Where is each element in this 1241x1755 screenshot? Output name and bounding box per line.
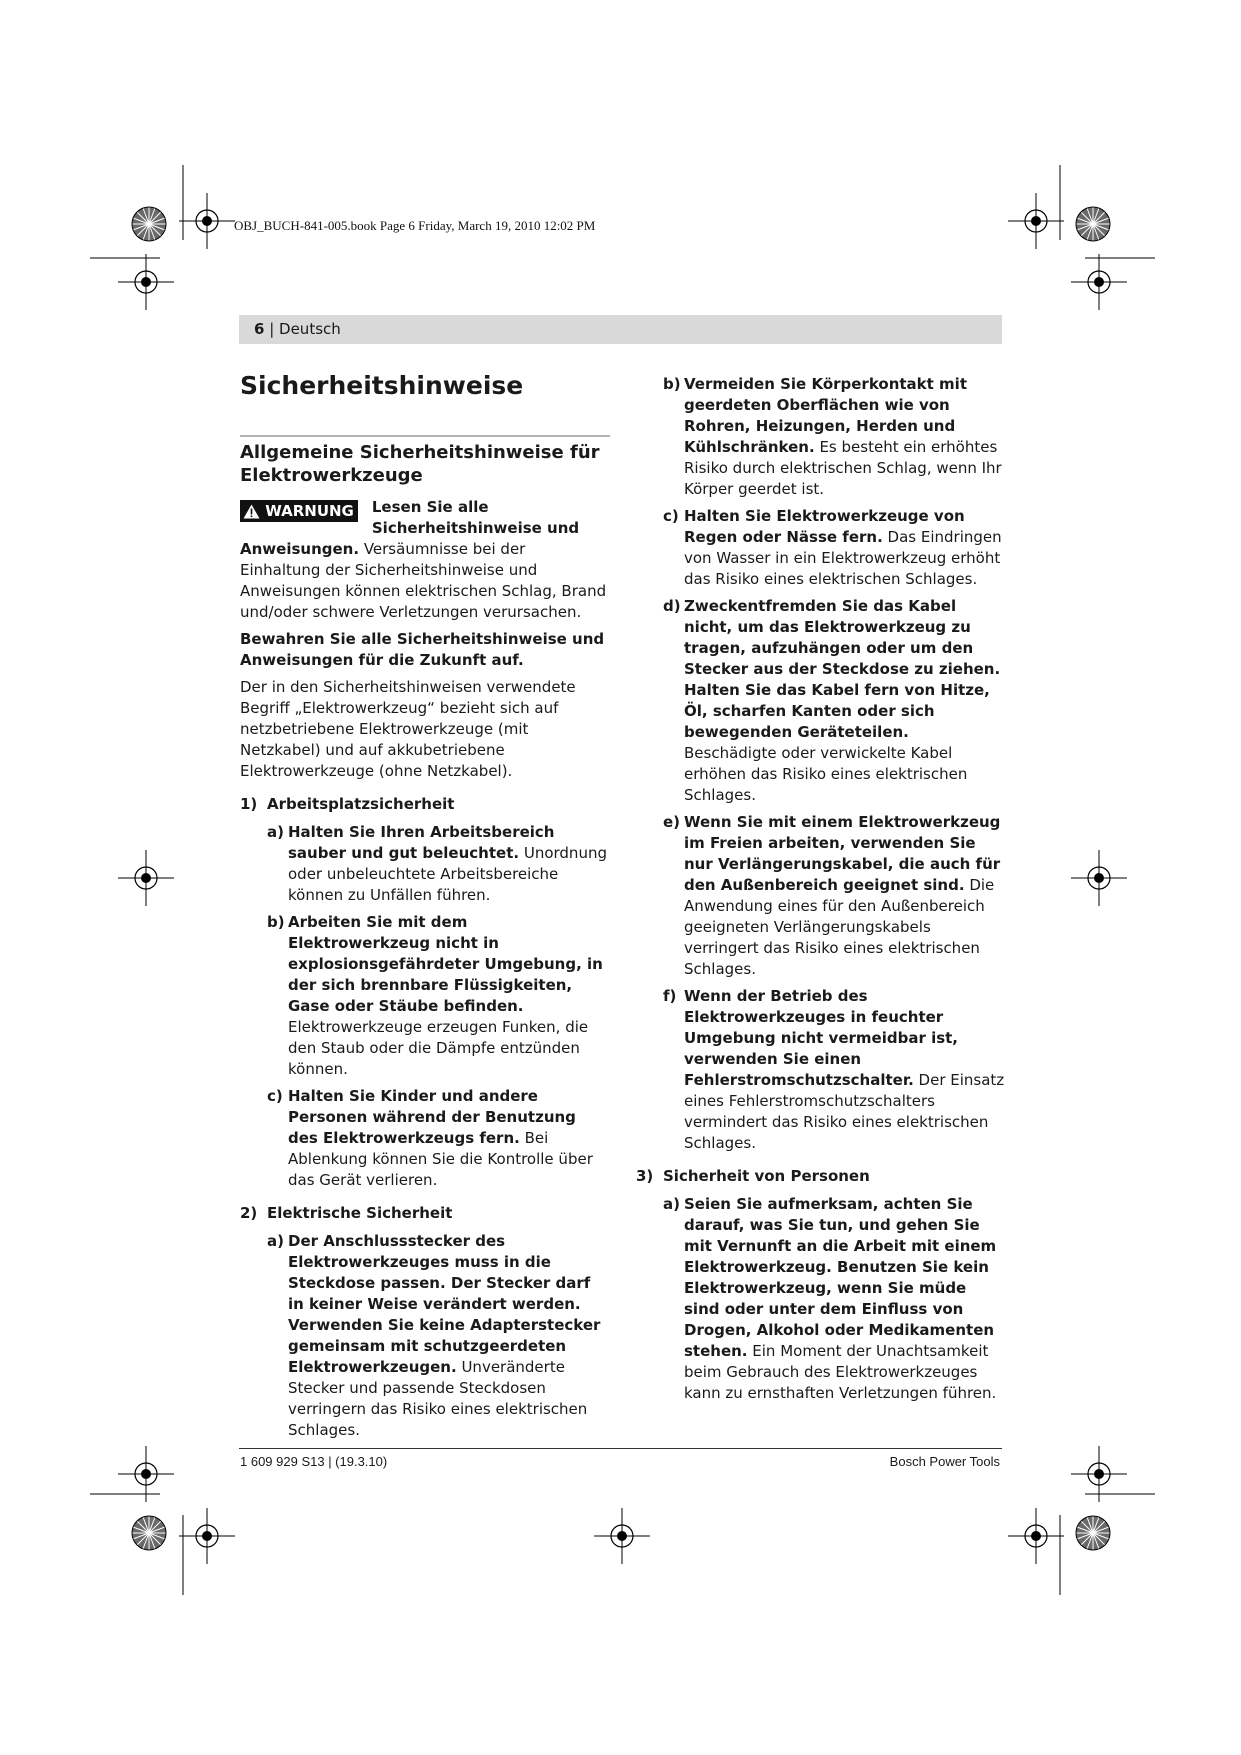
page-title: Sicherheitshinweise — [240, 371, 524, 400]
item-text: Beschädigte oder verwickelte Kabel erhöhen das Risiko eines elektrischen Schlages. — [684, 744, 968, 804]
item-letter: d) — [663, 597, 681, 615]
section-number: 2) — [240, 1204, 258, 1222]
item-letter: b) — [267, 913, 285, 931]
list-item — [663, 1194, 1006, 1404]
item-text: Unveränderte Stecker und passende Steckdosen verringern das Risiko eines elektrischen Schlages. — [288, 1358, 588, 1439]
item-bold: Zweckentfremden Sie das Kabel nicht, um das Elektrowerkzeug zu tragen, aufzuhängen oder um den Stecker aus der Steckdose zu ziehen. Halten Sie das Kabel fern von Hitze, Öl, scharfen Kanten oder sich bewegenden Geräteteilen. — [684, 597, 1001, 741]
warning-label: WARNUNG — [265, 502, 354, 520]
print-slug: OBJ_BUCH-841-005.book Page 6 Friday, March 19, 2010 12:02 PM — [234, 218, 596, 233]
right-column — [636, 374, 1006, 1410]
item-bold: Der Anschlussstecker des Elektrowerkzeuges muss in die Steckdose passen. Der Stecker darf in keiner Weise verändert werden. Verwenden Sie keine Adapterstecker gemeinsam mit schutzgeerdeten Elektrowerkzeugen. — [288, 1232, 601, 1376]
warning-badge — [240, 500, 358, 522]
header-language: Deutsch — [279, 320, 341, 338]
section-heading — [240, 1203, 610, 1224]
keep-instructions: Bewahren Sie alle Sicherheitshinweise und Anweisungen für die Zukunft auf. — [240, 630, 605, 669]
item-bold: Halten Sie Elektrowerkzeuge von Regen oder Nässe fern. — [684, 507, 965, 546]
warning-text: Versäumnisse bei der Einhaltung der Sicherheitshinweise und Anweisungen können elektrischen Schlag, Brand und/oder schwere Verletzungen verursachen. — [240, 540, 607, 621]
left-column — [240, 371, 610, 1447]
section-number: 1) — [240, 795, 258, 813]
section-title: Arbeitsplatzsicherheit — [267, 795, 455, 813]
section-rule — [240, 435, 610, 437]
section-number: 3) — [636, 1167, 654, 1185]
list-item — [663, 374, 1006, 500]
warning-bold: Lesen Sie alle Sicherheitshinweise und Anweisungen. — [240, 498, 580, 558]
item-letter: a) — [663, 1195, 680, 1213]
item-bold: Seien Sie aufmerksam, achten Sie darauf, was Sie tun, und gehen Sie mit Vernunft an die Arbeit mit einem Elektrowerkzeug. Benutzen Sie kein Elektrowerkzeug, wenn Sie müde sind oder unter dem Einfluss von Drogen, Alkohol oder Medikamenten stehen. — [684, 1195, 997, 1360]
section-subtitle: Allgemeine Sicherheitshinweise für Elektrowerkzeuge — [240, 442, 600, 486]
section-heading — [240, 794, 610, 815]
item-text: Ein Moment der Unachtsamkeit beim Gebrauch des Elektrowerkzeuges kann zu ernsthaften Verletzungen führen. — [684, 1342, 997, 1402]
running-header — [239, 315, 1002, 344]
warning-paragraph — [240, 497, 610, 623]
item-text: Das Eindringen von Wasser in ein Elektrowerkzeug erhöht das Risiko eines elektrischen Schlages. — [684, 528, 1002, 588]
footer-brand: Bosch Power Tools — [889, 1454, 1000, 1469]
item-letter: a) — [267, 823, 284, 841]
page-number: 6 — [254, 320, 265, 338]
item-bold: Halten Sie Ihren Arbeitsbereich sauber und gut beleuchtet. — [288, 823, 555, 862]
item-letter: e) — [663, 813, 681, 831]
warning-triangle-icon — [243, 504, 260, 519]
list-item — [663, 812, 1006, 980]
list-item — [267, 912, 610, 1080]
section-title: Elektrische Sicherheit — [267, 1204, 453, 1222]
item-text: Bei Ablenkung können Sie die Kontrolle über das Gerät verlieren. — [288, 1129, 593, 1189]
list-item — [663, 596, 1006, 806]
item-letter: c) — [267, 1087, 283, 1105]
footer-doc-number: 1 609 929 S13 | (19.3.10) — [240, 1454, 388, 1469]
list-item — [267, 1086, 610, 1191]
item-letter: a) — [267, 1232, 284, 1250]
item-bold: Wenn der Betrieb des Elektrowerkzeuges in feuchter Umgebung nicht vermeidbar ist, verwenden Sie einen Fehlerstromschutzschalter. — [684, 987, 959, 1089]
item-text: Unordnung oder unbeleuchtete Arbeitsbereiche können zu Unfällen führen. — [288, 844, 607, 904]
header-separator: | — [264, 320, 280, 338]
item-letter: b) — [663, 375, 681, 393]
item-letter: f) — [663, 987, 677, 1005]
list-item — [267, 822, 610, 906]
item-bold: Halten Sie Kinder und andere Personen während der Benutzung des Elektrowerkzeugs fern. — [288, 1087, 576, 1147]
list-item — [663, 986, 1006, 1154]
item-text: Die Anwendung eines für den Außenbereich geeigneten Verlängerungskabels verringert das Risiko eines elektrischen Schlages. — [684, 876, 995, 978]
section-heading — [636, 1166, 1006, 1187]
item-text: Elektrowerkzeuge erzeugen Funken, die den Staub oder die Dämpfe entzünden können. — [288, 1018, 589, 1078]
definition-paragraph: Der in den Sicherheitshinweisen verwendete Begriff „Elektrowerkzeug“ bezieht sich auf netzbetriebene Elektrowerkzeuge (mit Netzkabel) und auf akkubetriebene Elektrowerkzeuge (ohne Netzkabel). — [240, 678, 576, 780]
item-bold: Vermeiden Sie Körperkontakt mit geerdeten Oberflächen wie von Rohren, Heizungen, Herden und Kühlschränken. — [684, 375, 967, 456]
item-bold: Arbeiten Sie mit dem Elektrowerkzeug nicht in explosionsgefährdeter Umgebung, in der sich brennbare Flüssigkeiten, Gase oder Stäube befinden. — [288, 913, 603, 1015]
item-letter: c) — [663, 507, 679, 525]
list-item — [663, 506, 1006, 590]
list-item — [267, 1231, 610, 1441]
item-bold: Wenn Sie mit einem Elektrowerkzeug im Freien arbeiten, verwenden Sie nur Verlängerungskabel, die auch für den Außenbereich geeignet sind. — [684, 813, 1001, 894]
item-text: Es besteht ein erhöhtes Risiko durch elektrischen Schlag, wenn Ihr Körper geerdet ist. — [684, 438, 1002, 498]
footer-rule — [239, 1448, 1002, 1449]
item-text: Der Einsatz eines Fehlerstromschutzschalters vermindert das Risiko eines elektrischen Schlages. — [684, 1071, 1005, 1152]
section-title: Sicherheit von Personen — [663, 1167, 870, 1185]
